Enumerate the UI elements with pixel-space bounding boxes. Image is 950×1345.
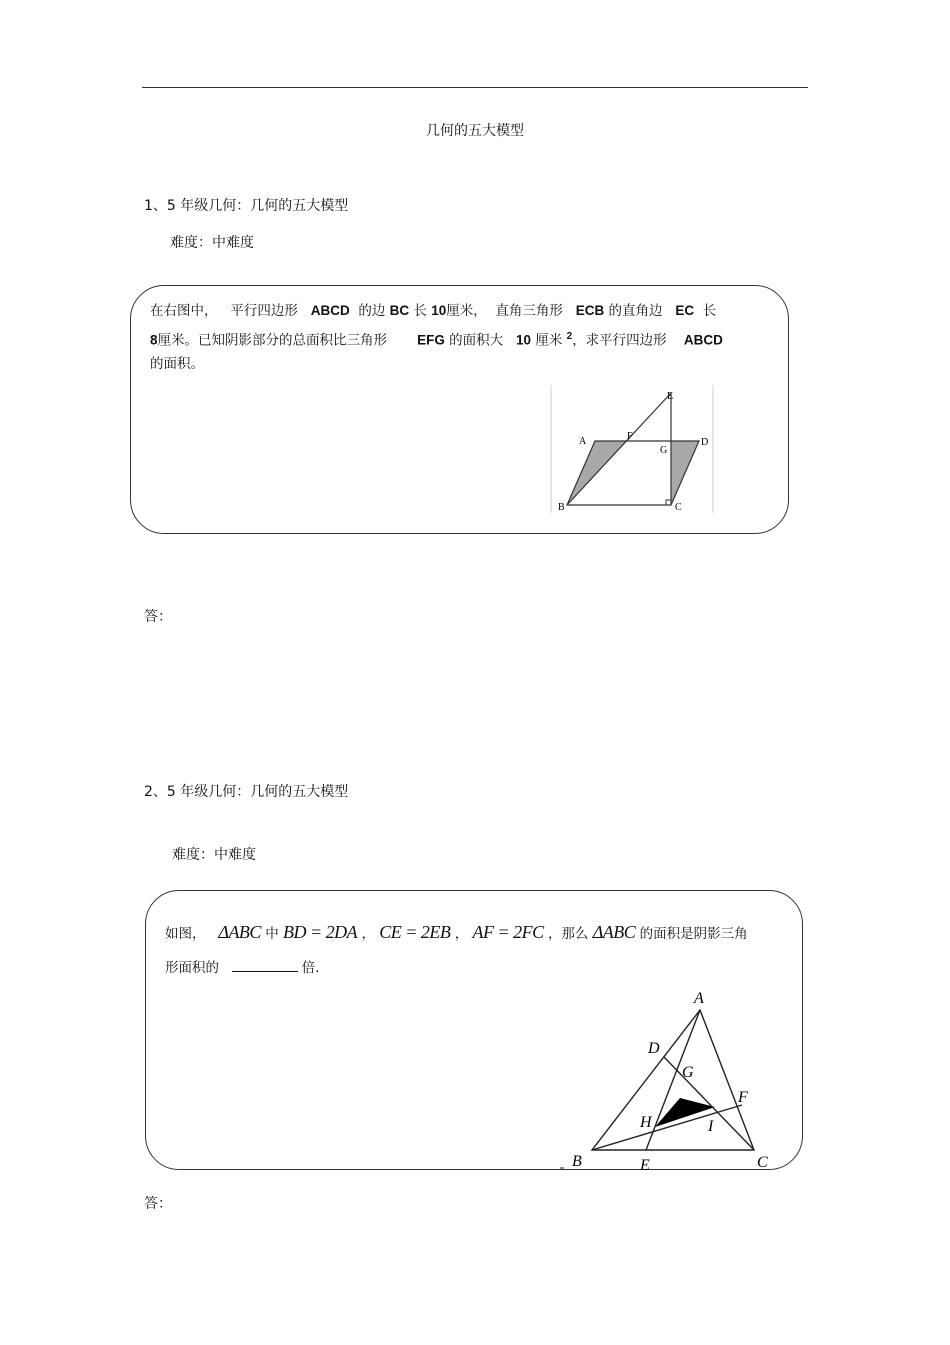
q1-label-g: G <box>660 445 668 456</box>
q2-problem-text <box>165 917 795 981</box>
q2-label-e: E <box>640 1157 650 1174</box>
q1-line-3: 的面积。 <box>150 355 204 372</box>
q1-heading: 1、5 年级几何：几何的五大模型 <box>144 198 349 214</box>
q1-label-b: B <box>558 502 565 513</box>
q1-segment-be <box>567 391 674 505</box>
q2-label-c: C <box>757 1154 768 1171</box>
q1-label-a: A <box>579 436 587 447</box>
page-title: 几何的五大模型 <box>426 123 524 139</box>
header-rule <box>142 87 808 88</box>
q2-label-d: D <box>648 1040 660 1057</box>
q1-label-f: F <box>627 431 633 442</box>
q2-answer-label: 答： <box>144 1196 172 1212</box>
q1-right-angle-mark <box>666 500 671 505</box>
q1-label-e: E <box>667 391 674 402</box>
q1-figure <box>548 383 718 515</box>
q2-label-a: A <box>694 990 704 1007</box>
q2-line-2: 形面积的 倍. <box>165 955 795 981</box>
q1-line-1: 在右图中， 平行四边形 ABCD 的边 BC 长 10厘米， 直角三角形 ECB 的直角边 EC 长 <box>150 303 717 319</box>
q1-label-d: D <box>701 437 709 448</box>
q2-label-g: G <box>682 1064 694 1081</box>
q2-heading: 2、5 年级几何：几何的五大模型 <box>144 784 349 800</box>
q2-label-h: H <box>640 1114 652 1131</box>
q1-answer-label: 答： <box>144 609 172 625</box>
q2-line-1: 如图， ΔABC 中 BD = 2DA ， CE = 2EB ， AF = 2FC ，那么 ΔABC 的面积是阴影三角 <box>165 922 748 942</box>
q2-figure <box>560 985 780 1180</box>
q2-label-i: I <box>708 1118 714 1135</box>
q1-problem-text <box>150 298 770 374</box>
q2-label-f: F <box>738 1089 748 1106</box>
q2-label-b: B <box>572 1153 582 1170</box>
q2-segment-bf <box>592 1105 742 1150</box>
q1-line-2: 8厘米。已知阴影部分的总面积比三角形 EFG 的面积大 10 厘米 $^2$，求平行四边形 ABCD <box>150 331 723 349</box>
q1-difficulty: 难度：中难度 <box>170 235 254 251</box>
q1-label-c: C <box>675 502 682 513</box>
q2-answer-blank[interactable] <box>232 957 298 972</box>
q2-difficulty: 难度：中难度 <box>172 847 256 863</box>
